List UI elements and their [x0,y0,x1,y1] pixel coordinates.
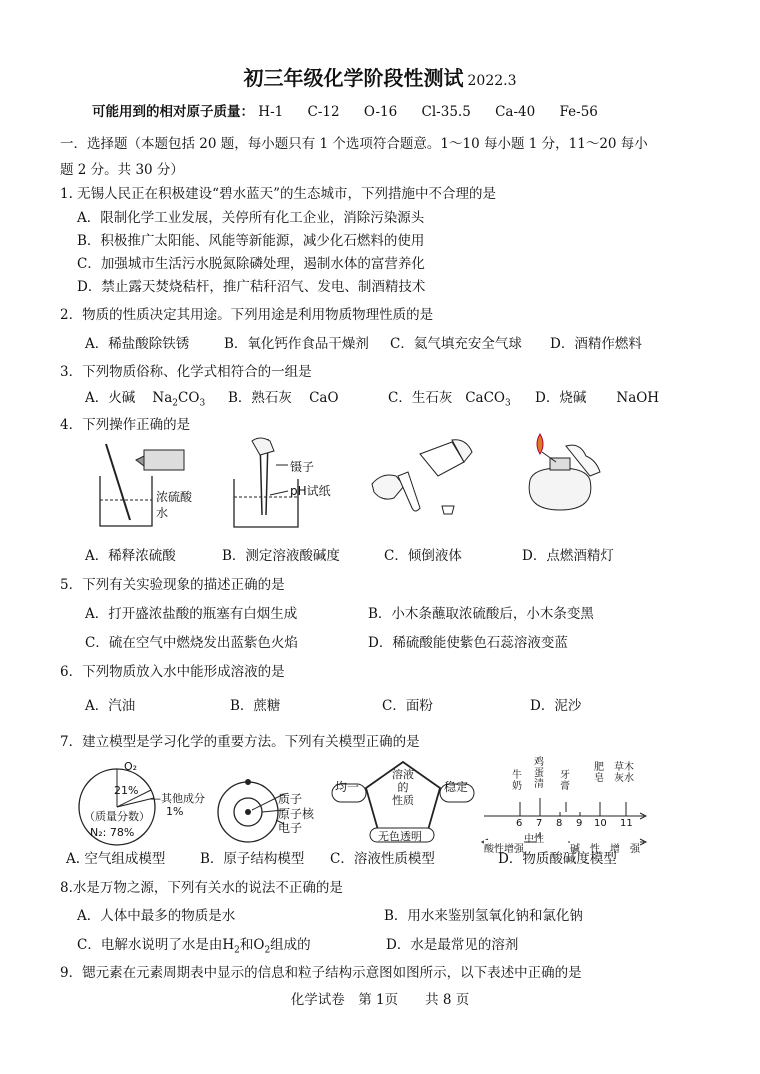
q4-option-a: A．稀释浓硫酸 [85,548,176,564]
q3-option-c [388,386,511,409]
q3-a-sub-2: 3 [199,398,206,409]
ph-milk: 牛奶 [512,770,522,792]
page-title [0,62,760,91]
q6-stem: 6．下列物质放入水中能形成溶液的是 [60,664,285,680]
q1-option-c: C．加强城市生活污水脱氮除磷处理，遏制水体的富营养化 [77,256,425,272]
q8-option-d: D．水是最常见的溶剂 [386,937,519,953]
air-other-label: —其他成分 [150,792,205,805]
q3-option-a [85,386,205,409]
q7-option-b: B．原子结构模型 [200,851,305,867]
ph-tick-11: 11 [620,818,633,829]
q2-stem: 2．物质的性质决定其用途。下列用途是利用物质物理性质的是 [60,307,434,323]
air-n2: N₂: 78% [90,826,135,839]
ph-tick-10: 10 [594,818,607,829]
q1-option-d: D．禁止露天焚烧秸杆，推广秸秆沼气、发电、制酒精技术 [77,279,426,295]
q4-option-b: B．测定溶液酸碱度 [222,548,340,564]
q1-option-a: A．限制化学工业发展，关停所有化工企业，消除污染源头 [77,210,425,226]
q7-stem: 7．建立模型是学习化学的重要方法。下列有关模型正确的是 [60,734,420,750]
q1-stem: 1. 无锡人民正在积极建设“碧水蓝天”的生态城市，下列措施中不合理的是 [60,186,496,202]
ph-acid-direction: 酸性增强 [484,840,524,855]
atomic-mass-c: C-12 [307,104,340,120]
q2-option-d: D．酒精作燃料 [550,336,642,352]
label-tweezers: 镊子 [290,460,315,474]
q3-option-d [535,386,659,406]
ph-tick-6: 6 [516,818,523,829]
atomic-mass-fe: Fe-56 [559,104,598,120]
ph-tick-8: 8 [556,818,563,829]
air-other-pct: 1% [166,805,184,818]
q8-c-h: H [222,937,235,953]
q8-option-b: B．用水来鉴别氢氧化钠和氯化钠 [384,908,583,924]
ph-neutral: 中性 [524,834,544,845]
atomic-mass-line [92,100,618,120]
label-water: 水 [156,506,169,520]
q8-c-h-sub: 2 [234,945,240,956]
sol-center [391,768,415,807]
q1-option-b: B．积极推广太阳能、风能等新能源，减少化石燃料的使用 [77,233,425,249]
sol-left: 均一 [335,780,360,794]
atom-proton: 质子 [278,792,303,806]
q3-d-formula: NaOH [616,390,660,406]
atomic-mass-h: H-1 [258,104,284,120]
q4-option-d: D．点燃酒精灯 [522,548,614,564]
ph-tick-7: 7 [536,818,543,829]
sol-right: 稳定 [444,780,469,794]
q8-option-c [77,933,311,956]
q8-c-o: O [253,937,265,953]
q7-option-c: C．溶液性质模型 [330,851,435,867]
q3-d-name: D．烧碱 [535,390,587,406]
q7-option-a: A. 空气组成模型 [66,851,166,867]
ph-egg-white: 鸡蛋清 [534,757,544,790]
q7-option-d: D．物质酸碱度模型 [498,851,617,867]
ph-soap: 肥皂 [594,762,604,784]
sol-center-3: 性质 [392,794,414,807]
q4-stem: 4．下列操作正确的是 [60,417,191,433]
q6-option-d: D．泥沙 [530,698,582,714]
section-heading-line2: 题 2 分。共 30 分） [60,162,184,178]
ph-base-direction: 碱 性 增 强 [570,840,640,855]
section-heading-line1: 一．选择题（本题包括 20 题，每小题只有 1 个选项符合题意。1～10 每小题 1 分，11～20 每小 [60,136,648,152]
q9-stem: 9．锶元素在元素周期表中显示的信息和粒子结构示意图如图所示，以下表述中正确的是 [60,965,582,981]
q3-c-name: C．生石灰 [388,390,453,406]
air-other-text: 其他成分 [161,792,205,805]
atomic-mass-label: 可能用到的相对原子质量： [92,104,254,120]
q5-option-a: A．打开盛浓盐酸的瓶塞有白烟生成 [85,606,298,622]
q3-option-b [228,386,339,406]
q3-a-sub-1: 2 [172,398,179,409]
sol-bottom: 无色透明 [378,830,422,843]
air-o2-label: O₂ [124,760,138,773]
label-ph-paper: pH试纸 [290,484,331,498]
atom-electron: 电子 [278,821,303,835]
q2-option-c: C．氦气填充安全气球 [390,336,522,352]
q3-stem: 3．下列物质俗称、化学式相符合的一组是 [60,364,312,380]
q3-a-formula-1: Na [152,390,173,406]
q5-option-d: D．稀硫酸能使紫色石蕊溶液变蓝 [368,635,568,651]
q4-figure-c-pour-liquid [368,436,478,521]
q8-stem: 8.水是万物之源，下列有关水的说法不正确的是 [60,880,343,896]
atomic-mass-ca: Ca-40 [495,104,536,120]
ph-toothpaste: 牙膏 [560,770,570,792]
q5-stem: 5．下列有关实验现象的描述正确的是 [60,577,285,593]
q2-option-b: B．氧化钙作食品干燥剂 [224,336,369,352]
q6-option-a: A．汽油 [85,698,136,714]
q3-a-formula-2: CO [178,390,200,406]
q3-a-name: A．火碱 [85,390,136,406]
atomic-mass-cl: Cl-35.5 [421,104,471,120]
atomic-mass-o: O-16 [363,104,398,120]
air-o2-pct: 21% [114,784,139,797]
title-year: 2022.3 [467,73,517,89]
q3-c-sub: 3 [505,398,511,409]
label-conc-sulfuric-acid: 浓硫酸 [156,490,193,504]
atom-nucleus: 原子核 [278,807,315,821]
q6-option-b: B．蔗糖 [230,698,281,714]
air-basis: （质量分数） [84,810,150,823]
sol-center-1: 溶液 [392,768,414,781]
q3-c-formula: CaCO [465,390,505,406]
q3-b-name: B．熟石灰 [228,390,292,406]
title-text: 初三年级化学阶段性测试 [243,66,464,90]
page-footer: 化学试卷 第 1页 共 8 页 [290,992,470,1008]
q6-option-c: C．面粉 [382,698,433,714]
q8-c-o-sub: 2 [264,945,271,956]
q8-c-and: 和 [239,937,254,953]
q8-option-a: A．人体中最多的物质是水 [77,908,236,924]
q3-b-formula: CaO [309,390,339,406]
q4-figure-a-dilute-acid [96,440,206,530]
sol-center-2: 的 [397,781,409,794]
q5-option-b: B．小木条蘸取浓硫酸后，小木条变黑 [368,606,594,622]
q5-option-c: C．硫在空气中燃烧发出蓝紫色火焰 [85,635,298,651]
q8-c-tail: 组成的 [270,937,311,953]
q4-figure-d-alcohol-lamp [510,432,610,522]
q8-c-text: C．电解水说明了水是由 [77,937,223,953]
q2-option-a: A．稀盐酸除铁锈 [85,336,190,352]
ph-tick-9: 9 [576,818,583,829]
ph-ash-water: 草木灰水 [614,762,634,784]
q4-option-c: C．倾倒液体 [384,548,462,564]
